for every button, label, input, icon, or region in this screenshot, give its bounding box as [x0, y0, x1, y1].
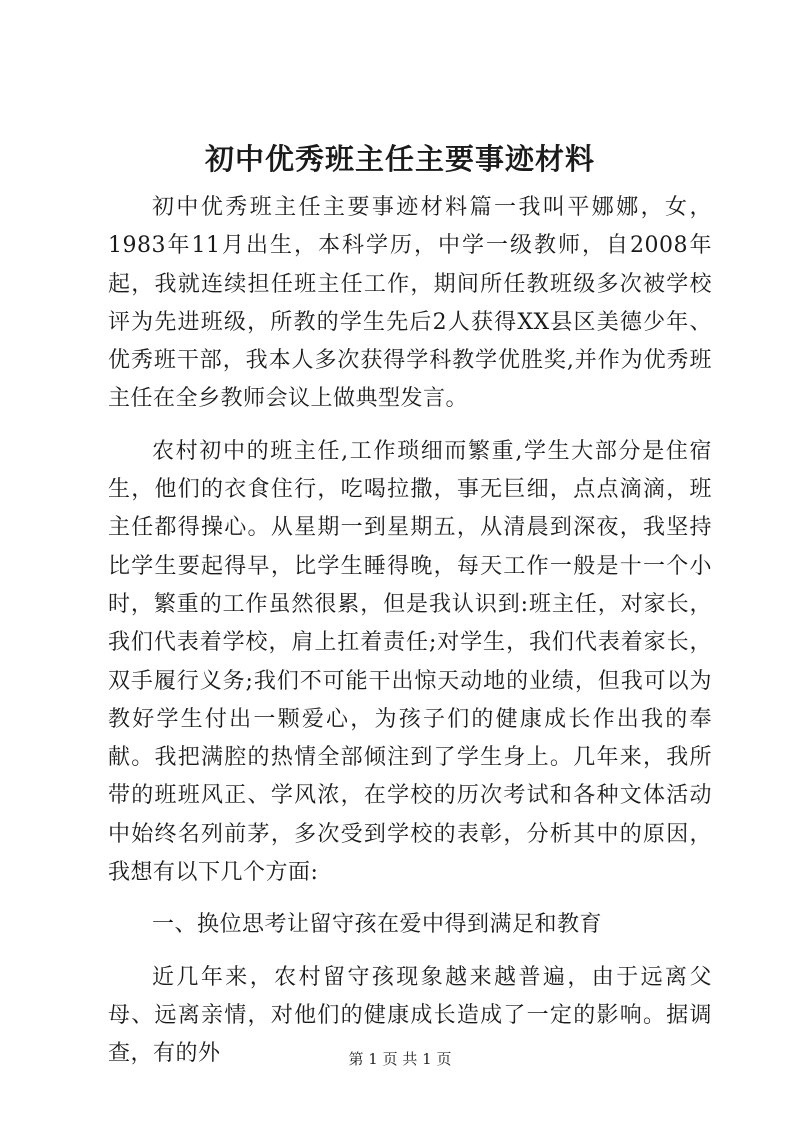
page-footer: 第 1 页 共 1 页: [348, 1050, 452, 1068]
document-body: [108, 189, 712, 1074]
document-title: 初中优秀班主任主要事迹材料: [204, 142, 595, 176]
paragraph-2: 农村初中的班主任,工作琐细而繁重,学生大部分是住宿生，他们的衣食住行，吃喝拉撒，事无巨细，点点滴滴，班主任都得操心。从星期一到星期五，从清晨到深夜，我坚持比学生要起得早，比学生睡得晚，每天工作一般是十一个小时，繁重的工作虽然很累，但是我认识到:班主任，对家长，我们代表着学校，肩上扛着责任;对学生，我们代表着家长，双手履行义务;我们不可能干出惊天动地的业绩，但我可以为教好学生付出一颗爱心，为孩子们的健康成长作出我的奉献。我把满腔的热情全部倾注到了学生身上。几年来，我所带的班班风正、学风浓，在学校的历次考试和各种文体活动中始终名列前茅，多次受到学校的表彰，分析其中的原因，我想有以下几个方面:: [108, 438, 712, 886]
paragraph-1: 初中优秀班主任主要事迹材料篇一我叫平娜娜，女，1983年11月出生，本科学历，中学一级教师，自2008年起，我就连续担任班主任工作，期间所任教班级多次被学校评为先进班级，所教的学生先后2人获得XX县区美德少年、优秀班干部，我本人多次获得学科教学优胜奖,并作为优秀班主任在全乡教师会议上做典型发言。: [108, 195, 712, 412]
section-heading-1: 一、换位思考让留守孩在爱中得到满足和教育: [152, 912, 603, 938]
paragraph-3: 近几年来，农村留守孩现象越来越普遍，由于远离父母、远离亲情，对他们的健康成长造成了一定的影响。据调查，有的外: [108, 964, 712, 1067]
